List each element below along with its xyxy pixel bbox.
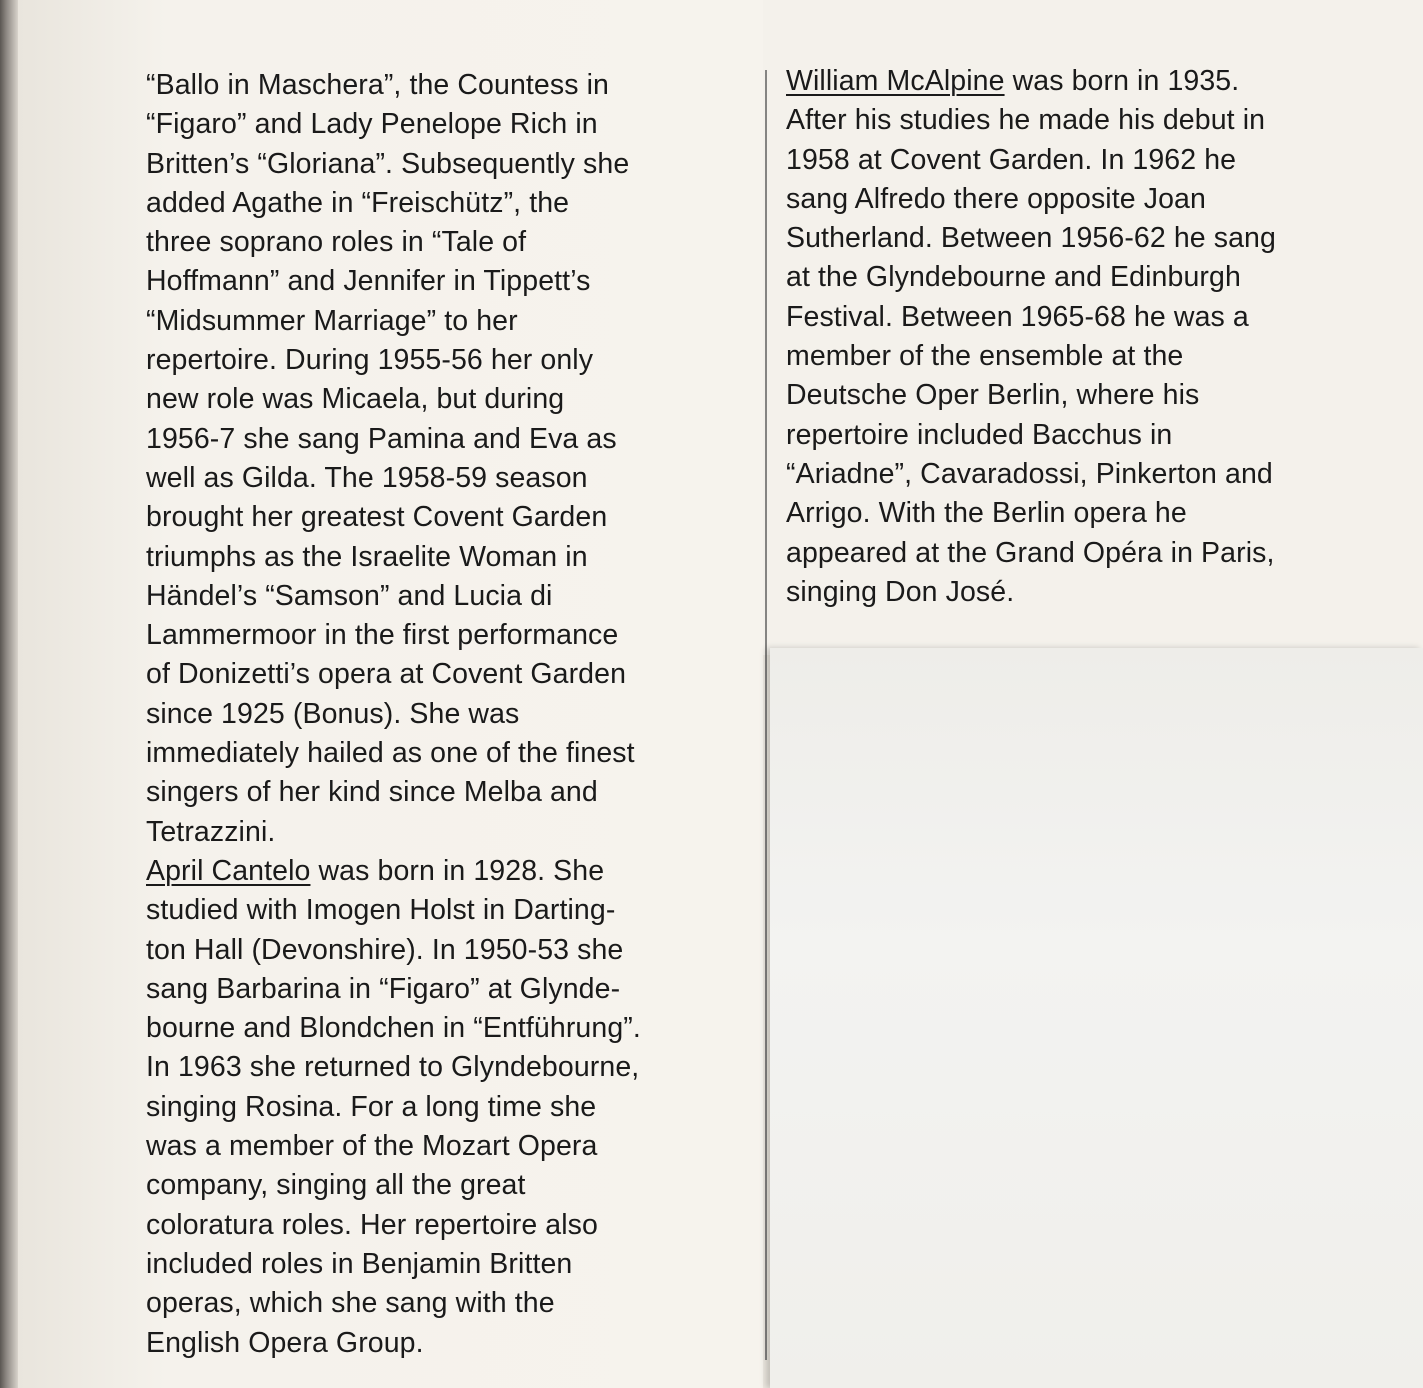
text-line: repertoire included Bacchus in [786, 418, 1173, 451]
text-line: singing Don José. [786, 575, 1015, 608]
text-line: member of the ensemble at the [786, 340, 1184, 373]
text-line: at the Glyndebourne and Edinburgh [786, 261, 1241, 294]
text-line: immediately hailed as one of the finest [146, 737, 635, 770]
text-line: After his studies he made his debut in [786, 104, 1266, 137]
text-line: well as Gilda. The 1958-59 season [146, 461, 588, 494]
text-line: appeared at the Grand Opéra in Paris, [786, 536, 1275, 569]
text-line: Arrigo. With the Berlin opera he [786, 497, 1187, 530]
left-paragraph-before [146, 66, 641, 852]
text-line: was a member of the Mozart Opera [146, 1130, 598, 1163]
text-line: bourne and Blondchen in “Entführung”. [146, 1012, 641, 1045]
text-line: “Midsummer Marriage” to her [146, 304, 518, 337]
text-line: singing Rosina. For a long time she [146, 1090, 597, 1123]
text-line: operas, which she sang with the [146, 1287, 555, 1320]
left-text-column [146, 66, 641, 1363]
text-line: triumphs as the Israelite Woman in [146, 540, 588, 573]
text-line: Händel’s “Samson” and Lucia di [146, 579, 553, 612]
text-line: Deutsche Oper Berlin, where his [786, 379, 1200, 412]
right-text-column [786, 62, 1276, 612]
text-line: included roles in Benjamin Britten [146, 1247, 573, 1280]
text-line: Festival. Between 1965-68 he was a [786, 300, 1249, 333]
right-paragraph-after [786, 101, 1276, 612]
show-through-text-left [636, 68, 762, 1378]
left-paragraph-after [146, 891, 641, 1363]
text-line: since 1925 (Bonus). She was [146, 697, 520, 730]
column-divider [765, 70, 767, 1360]
text-line: Sutherland. Between 1956-62 he sang [786, 222, 1276, 255]
text-line: company, singing all the great [146, 1169, 526, 1202]
text-line: sang Barbarina in “Figaro” at Glynde- [146, 972, 621, 1005]
text-line: In 1963 she returned to Glyndebourne, [146, 1051, 640, 1084]
text-line: 1958 at Covent Garden. In 1962 he [786, 143, 1237, 176]
text-line: coloratura roles. Her repertoire also [146, 1208, 598, 1241]
text-line: Britten’s “Gloriana”. Subsequently she [146, 147, 630, 180]
text-line: Tetrazzini. [146, 815, 276, 848]
text-line: added Agathe in “Freischütz”, the [146, 186, 570, 219]
overlapping-blank-page [770, 648, 1423, 1388]
text-line: “Figaro” and Lady Penelope Rich in [146, 108, 598, 141]
text-line: three soprano roles in “Tale of [146, 226, 527, 259]
text-line: ton Hall (Devonshire). In 1950-53 she [146, 933, 624, 966]
text-line: repertoire. During 1955-56 her only [146, 344, 594, 377]
text-line: brought her greatest Covent Garden [146, 501, 608, 534]
cantelo-bio-first-line: April Cantelo was born in 1928. She [146, 854, 605, 887]
text-line: sang Alfredo there opposite Joan [786, 182, 1206, 215]
bio-name-william-mcalpine: William McAlpine [786, 65, 1005, 97]
text-line: English Opera Group. [146, 1326, 424, 1359]
mcalpine-bio-first-line: William McAlpine was born in 1935. [786, 65, 1240, 97]
bio-name-april-cantelo: April Cantelo [146, 854, 311, 887]
text-line: “Ariadne”, Cavaradossi, Pinkerton and [786, 457, 1273, 490]
page-edge-shadow [0, 0, 18, 1388]
text-line: singers of her kind since Melba and [146, 776, 598, 809]
show-through-text-right [1366, 68, 1423, 648]
text-line: “Ballo in Maschera”, the Countess in [146, 69, 609, 101]
text-line: of Donizetti’s opera at Covent Garden [146, 658, 627, 691]
text-line: Lammermoor in the first performance [146, 619, 619, 652]
text-line: studied with Imogen Holst in Darting- [146, 894, 616, 927]
text-line: new role was Micaela, but during [146, 383, 565, 416]
text-line: Hoffmann” and Jennifer in Tippett’s [146, 265, 591, 298]
text-line: 1956-7 she sang Pamina and Eva as [146, 422, 617, 455]
